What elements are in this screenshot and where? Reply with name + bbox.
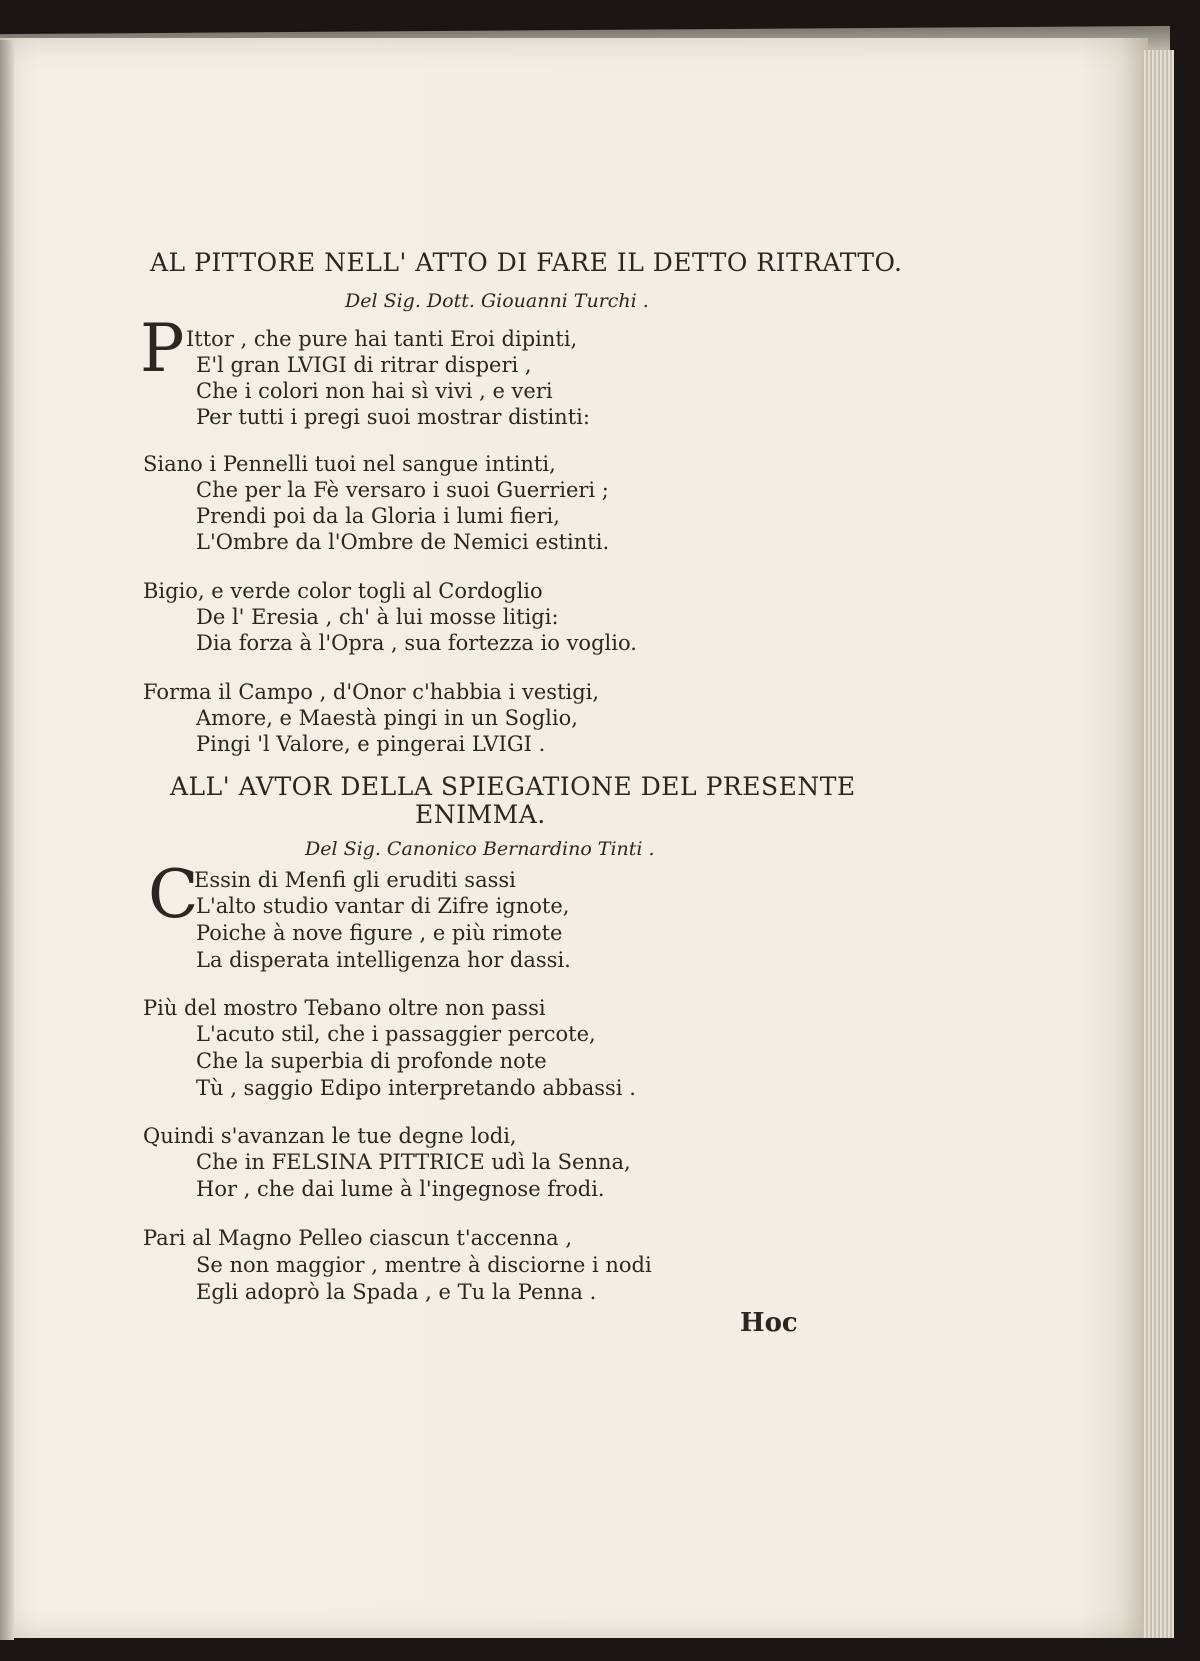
poem1-line: Forma il Campo , d'Onor c'habbia i vestigi,	[143, 680, 600, 704]
catchword: Hoc	[740, 1308, 798, 1338]
poem2-line: Egli adoprò la Spada , e Tu la Penna .	[196, 1280, 597, 1304]
poem2-line: La disperata intelligenza hor dassi.	[196, 948, 571, 972]
poem2-line: L'acuto stil, che i passaggier percote,	[196, 1022, 596, 1046]
poem2-line: Quindi s'avanzan le tue degne lodi,	[143, 1124, 517, 1148]
poem1-line: E'l gran LVIGI di ritrar disperi ,	[196, 353, 532, 377]
poem2-line: Che la superbia di profonde note	[196, 1049, 547, 1073]
poem1-line: Per tutti i pregi suoi mostrar distinti:	[196, 405, 590, 429]
poem1-line: Ittor , che pure hai tanti Eroi dipinti,	[186, 327, 578, 351]
poem2-line: Tù , saggio Edipo interpretando abbassi .	[196, 1076, 636, 1100]
poem1-line: L'Ombre da l'Ombre de Nemici estinti.	[196, 530, 610, 554]
poem2-line: Essin di Menfi gli eruditi sassi	[194, 868, 516, 892]
poem2-title-line2: ENIMMA.	[415, 800, 546, 829]
poem1-dropcap: P	[140, 310, 185, 387]
poem1-line: Amore, e Maestà pingi in un Soglio,	[196, 706, 578, 730]
poem2-line: L'alto studio vantar di Zifre ignote,	[196, 894, 570, 918]
poem1-line: Che i colori non hai sì vivi , e veri	[196, 379, 553, 403]
poem1-line: Pingi 'l Valore, e pingerai LVIGI .	[196, 732, 546, 756]
poem1-line: Dia forza à l'Opra , sua fortezza io voglio.	[196, 631, 637, 655]
poem1-line: Prendi poi da la Gloria i lumi fieri,	[196, 504, 560, 528]
poem2-line: Pari al Magno Pelleo ciascun t'accenna ,	[143, 1226, 573, 1250]
poem2-line: Hor , che dai lume à l'ingegnose frodi.	[196, 1177, 605, 1201]
poem1-line: Che per la Fè versaro i suoi Guerrieri ;	[196, 478, 609, 502]
poem1-byline: Del Sig. Dott. Giouanni Turchi .	[345, 290, 649, 312]
poem2-title-line1: ALL' AVTOR DELLA SPIEGATIONE DEL PRESENTE	[170, 772, 856, 801]
poem1-line: Siano i Pennelli tuoi nel sangue intinti,	[143, 452, 556, 476]
poem2-dropcap: C	[148, 856, 199, 933]
poem1-line: Bigio, e verde color togli al Cordoglio	[143, 579, 543, 603]
poem1-title: AL PITTORE NELL' ATTO DI FARE IL DETTO RITRATTO.	[150, 248, 903, 277]
poem2-line: Se non maggior , mentre à disciorne i nodi	[196, 1253, 652, 1277]
poem2-line: Più del mostro Tebano oltre non passi	[143, 996, 546, 1020]
poem1-line: De l' Eresia , ch' à lui mosse litigi:	[196, 605, 559, 629]
poem2-line: Che in FELSINA PITTRICE udì la Senna,	[196, 1150, 631, 1174]
poem2-byline: Del Sig. Canonico Bernardino Tinti .	[305, 838, 655, 860]
poem2-line: Poiche à nove figure , e più rimote	[196, 921, 563, 945]
